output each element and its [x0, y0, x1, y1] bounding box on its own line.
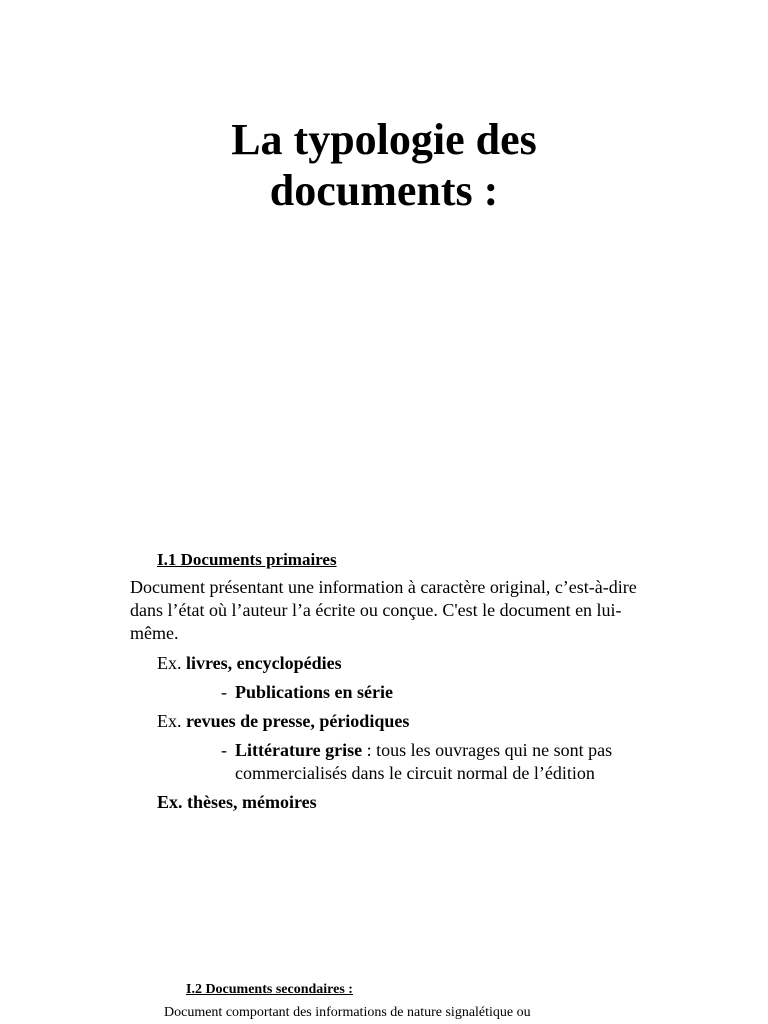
document-title	[0, 114, 768, 216]
title-line-2: documents :	[269, 166, 499, 215]
list-dash: -	[221, 740, 227, 760]
example-line-1	[157, 652, 342, 675]
example-line-2	[157, 710, 409, 733]
serial-publications-label: Publications en série	[235, 682, 393, 702]
example-books-text: livres, encyclopédies	[186, 653, 342, 673]
list-item-grey-literature	[221, 739, 651, 785]
example-prefix: Ex.	[157, 653, 186, 673]
section-1-heading: I.1 Documents primaires	[157, 550, 337, 569]
section-1-intro-paragraph: Document présentant une information à caractère original, c’est-à-dire dans l’état où l’auteur l’a écrite ou conçue. C'est le document en lui-même.	[130, 577, 637, 643]
list-dash: -	[221, 682, 227, 702]
grey-literature-label: Littérature grise	[235, 740, 363, 760]
grey-literature-description: : tous les ouvrages qui ne sont pas commercialisés dans le circuit normal de l’édition	[235, 740, 613, 783]
list-item-serial-publications	[221, 681, 651, 704]
example-prefix: Ex.	[157, 711, 186, 731]
section-2-heading: I.2 Documents secondaires :	[186, 982, 353, 997]
example-theses-text: Ex. thèses, mémoires	[157, 792, 317, 812]
title-line-1: La typologie des	[231, 115, 537, 164]
section-2-paragraph: Document comportant des informations de nature signalétique ou	[164, 1005, 531, 1020]
example-periodicals-text: revues de presse, périodiques	[186, 711, 410, 731]
example-line-3	[157, 791, 317, 814]
